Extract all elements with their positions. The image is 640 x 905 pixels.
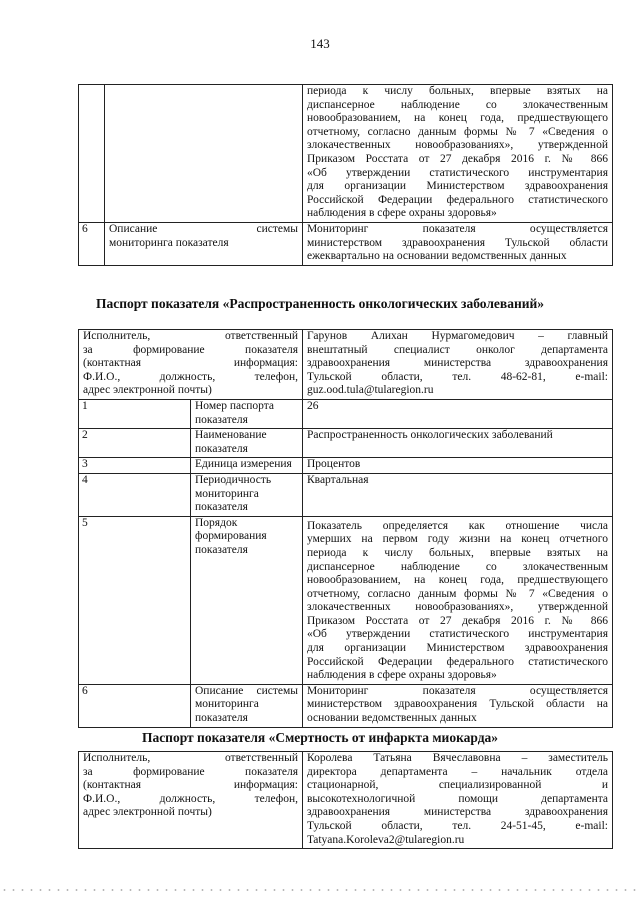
- text-line: за формирование показателя: [83, 765, 298, 778]
- table-row: [79, 222, 613, 265]
- text-line: Приказом Росстата от 27 декабря 2016 г. № 866: [307, 614, 608, 627]
- text-line: Российской Федерации федерального статистического: [307, 655, 608, 668]
- table-row: [79, 85, 613, 223]
- text-line: адрес электронной почты): [83, 806, 212, 819]
- text-line: умерших на первом году жизни на конец отчетного: [307, 533, 608, 546]
- text-line: здравоохранения министерства здравоохранения: [307, 357, 608, 370]
- text-line: новообразованием, на конец года, предшествующего: [307, 112, 608, 125]
- text-line: здравоохранения министерства здравоохранения: [307, 806, 608, 819]
- text-line: диспансерное наблюдение со злокачественным: [307, 560, 608, 573]
- table-row: [79, 684, 613, 727]
- text-line: показателя: [195, 543, 248, 556]
- text-line: министерством здравоохранения Тульской области на: [307, 698, 608, 711]
- text-line: периода к числу больных, впервые взятых на: [307, 85, 608, 97]
- row-label-cell: [105, 85, 303, 223]
- executor-label-cell: [79, 330, 303, 400]
- row-value-cell: [303, 222, 613, 265]
- text-line: (контактная информация:: [83, 779, 298, 792]
- text-line: ежеквартально на основании ведомственных данных: [307, 250, 567, 263]
- text-line: отчетному, согласно данным формы № 7 «Сведения о: [307, 587, 608, 600]
- text-line: периода к числу больных, впервые взятых на: [307, 546, 608, 559]
- row-label-cell: Номер паспорта показателя: [191, 399, 303, 428]
- passport-table: [78, 329, 613, 728]
- text-line: мониторинга показателя: [109, 236, 229, 249]
- table-row: [79, 429, 613, 458]
- text-line: для организации Министерством здравоохранения: [307, 180, 608, 193]
- text-line: Описание системы: [109, 222, 298, 235]
- text-line: за формирование показателя: [83, 343, 298, 356]
- text-line: показателя: [195, 501, 248, 514]
- text-line: внештатный специалист онколог департамента: [307, 343, 608, 356]
- executor-value-cell: [303, 752, 613, 849]
- continuation-table: [78, 84, 613, 266]
- table-row: [79, 473, 613, 516]
- text-line: (контактная информация:: [83, 357, 298, 370]
- row-value-cell: Процентов: [303, 458, 613, 474]
- text-line: основании ведомственных данных: [307, 712, 477, 725]
- row-number-cell: 6: [79, 684, 191, 727]
- text-line: «Об утверждении статистического инструментария: [307, 166, 608, 179]
- text-line: Ф.И.О., должность, телефон,: [83, 370, 298, 383]
- text-line: наблюдения в сфере охраны здоровья»: [307, 669, 497, 682]
- text-line: «Об утверждении статистического инструментария: [307, 628, 608, 641]
- row-value-cell: Квартальная: [303, 473, 613, 516]
- row-number-cell: 6: [79, 222, 105, 265]
- text-line: Тульской области, тел. 24-51-45, e-mail:: [307, 819, 608, 832]
- text-line: диспансерное наблюдение со злокачественным: [307, 98, 608, 111]
- text-line: Порядок формирования: [195, 516, 267, 543]
- scan-noise-line: [0, 888, 640, 892]
- row-value-cell: [303, 85, 613, 223]
- text-line: для организации Министерством здравоохранения: [307, 642, 608, 655]
- text-line: Описание системы: [195, 684, 298, 697]
- row-number-cell: 5: [79, 516, 191, 684]
- row-number-cell: 1: [79, 399, 191, 428]
- executor-label-cell: [79, 752, 303, 849]
- text-line: Tatyana.Koroleva2@tularegion.ru: [307, 833, 465, 846]
- text-line: адрес электронной почты): [83, 384, 212, 397]
- text-line: Ф.И.О., должность, телефон,: [83, 792, 298, 805]
- page-number: 143: [310, 36, 330, 51]
- text-line: злокачественных новообразованиях», утвержденной: [307, 139, 608, 152]
- text-line: Исполнитель, ответственный: [83, 330, 298, 342]
- row-value-cell: 26: [303, 399, 613, 428]
- text-line: Исполнитель, ответственный: [83, 752, 298, 764]
- row-number-cell: [79, 85, 105, 223]
- text-line: Мониторинг показателя осуществляется: [307, 684, 608, 697]
- row-label-cell: Наименование показателя: [191, 429, 303, 458]
- table-row: [79, 752, 613, 849]
- executor-value-cell: [303, 330, 613, 400]
- text-line: директора департамента – начальник отдела: [307, 765, 608, 778]
- text-line: новообразованием, на конец года, предшествующего: [307, 574, 608, 587]
- text-line: наблюдения в сфере охраны здоровья»: [307, 207, 497, 220]
- row-label-cell: [191, 516, 303, 684]
- text-line: Российской Федерации федерального статистического: [307, 193, 608, 206]
- text-line: министерством здравоохранения Тульской области: [307, 236, 608, 249]
- row-number-cell: 4: [79, 473, 191, 516]
- text-line: Периодичность мониторинга: [195, 473, 272, 500]
- text-line: мониторинга показателя: [195, 698, 259, 725]
- text-line: guz.ood.tula@tularegion.ru: [307, 384, 434, 397]
- text-line: Королева Татьяна Вячеславовна – заместитель: [307, 752, 608, 764]
- section-title: Паспорт показателя «Смертность от инфаркта миокарда»: [141, 730, 499, 745]
- row-value-cell: [303, 516, 613, 684]
- row-value-cell: [303, 684, 613, 727]
- text-line: Мониторинг показателя осуществляется: [307, 222, 608, 235]
- text-line: высокотехнологичной помощи департамента: [307, 792, 608, 805]
- passport-table: [78, 751, 613, 849]
- text-line: Тульской области, тел. 48-62-81, e-mail:: [307, 370, 608, 383]
- row-label-cell: [191, 473, 303, 516]
- table-row: [79, 516, 613, 684]
- text-line: отчетному, согласно данным формы № 7 «Сведения о: [307, 125, 608, 138]
- table-row: [79, 330, 613, 400]
- row-label-cell: [191, 684, 303, 727]
- text-line: злокачественных новообразованиях», утвержденной: [307, 601, 608, 614]
- table-row: [79, 399, 613, 428]
- row-label-cell: Единица измерения: [191, 458, 303, 474]
- row-value-cell: Распространенность онкологических заболеваний: [303, 429, 613, 458]
- row-number-cell: 2: [79, 429, 191, 458]
- row-number-cell: 3: [79, 458, 191, 474]
- table-row: [79, 458, 613, 474]
- text-line: Показатель определяется как отношение числа: [307, 519, 608, 532]
- text-line: Приказом Росстата от 27 декабря 2016 г. № 866: [307, 152, 608, 165]
- row-label-cell: [105, 222, 303, 265]
- text-line: стационарной, специализированной и: [307, 779, 608, 792]
- section-title: Паспорт показателя «Распространенность онкологических заболеваний»: [95, 296, 545, 311]
- text-line: Гарунов Алихан Нурмагомедович – главный: [307, 330, 608, 342]
